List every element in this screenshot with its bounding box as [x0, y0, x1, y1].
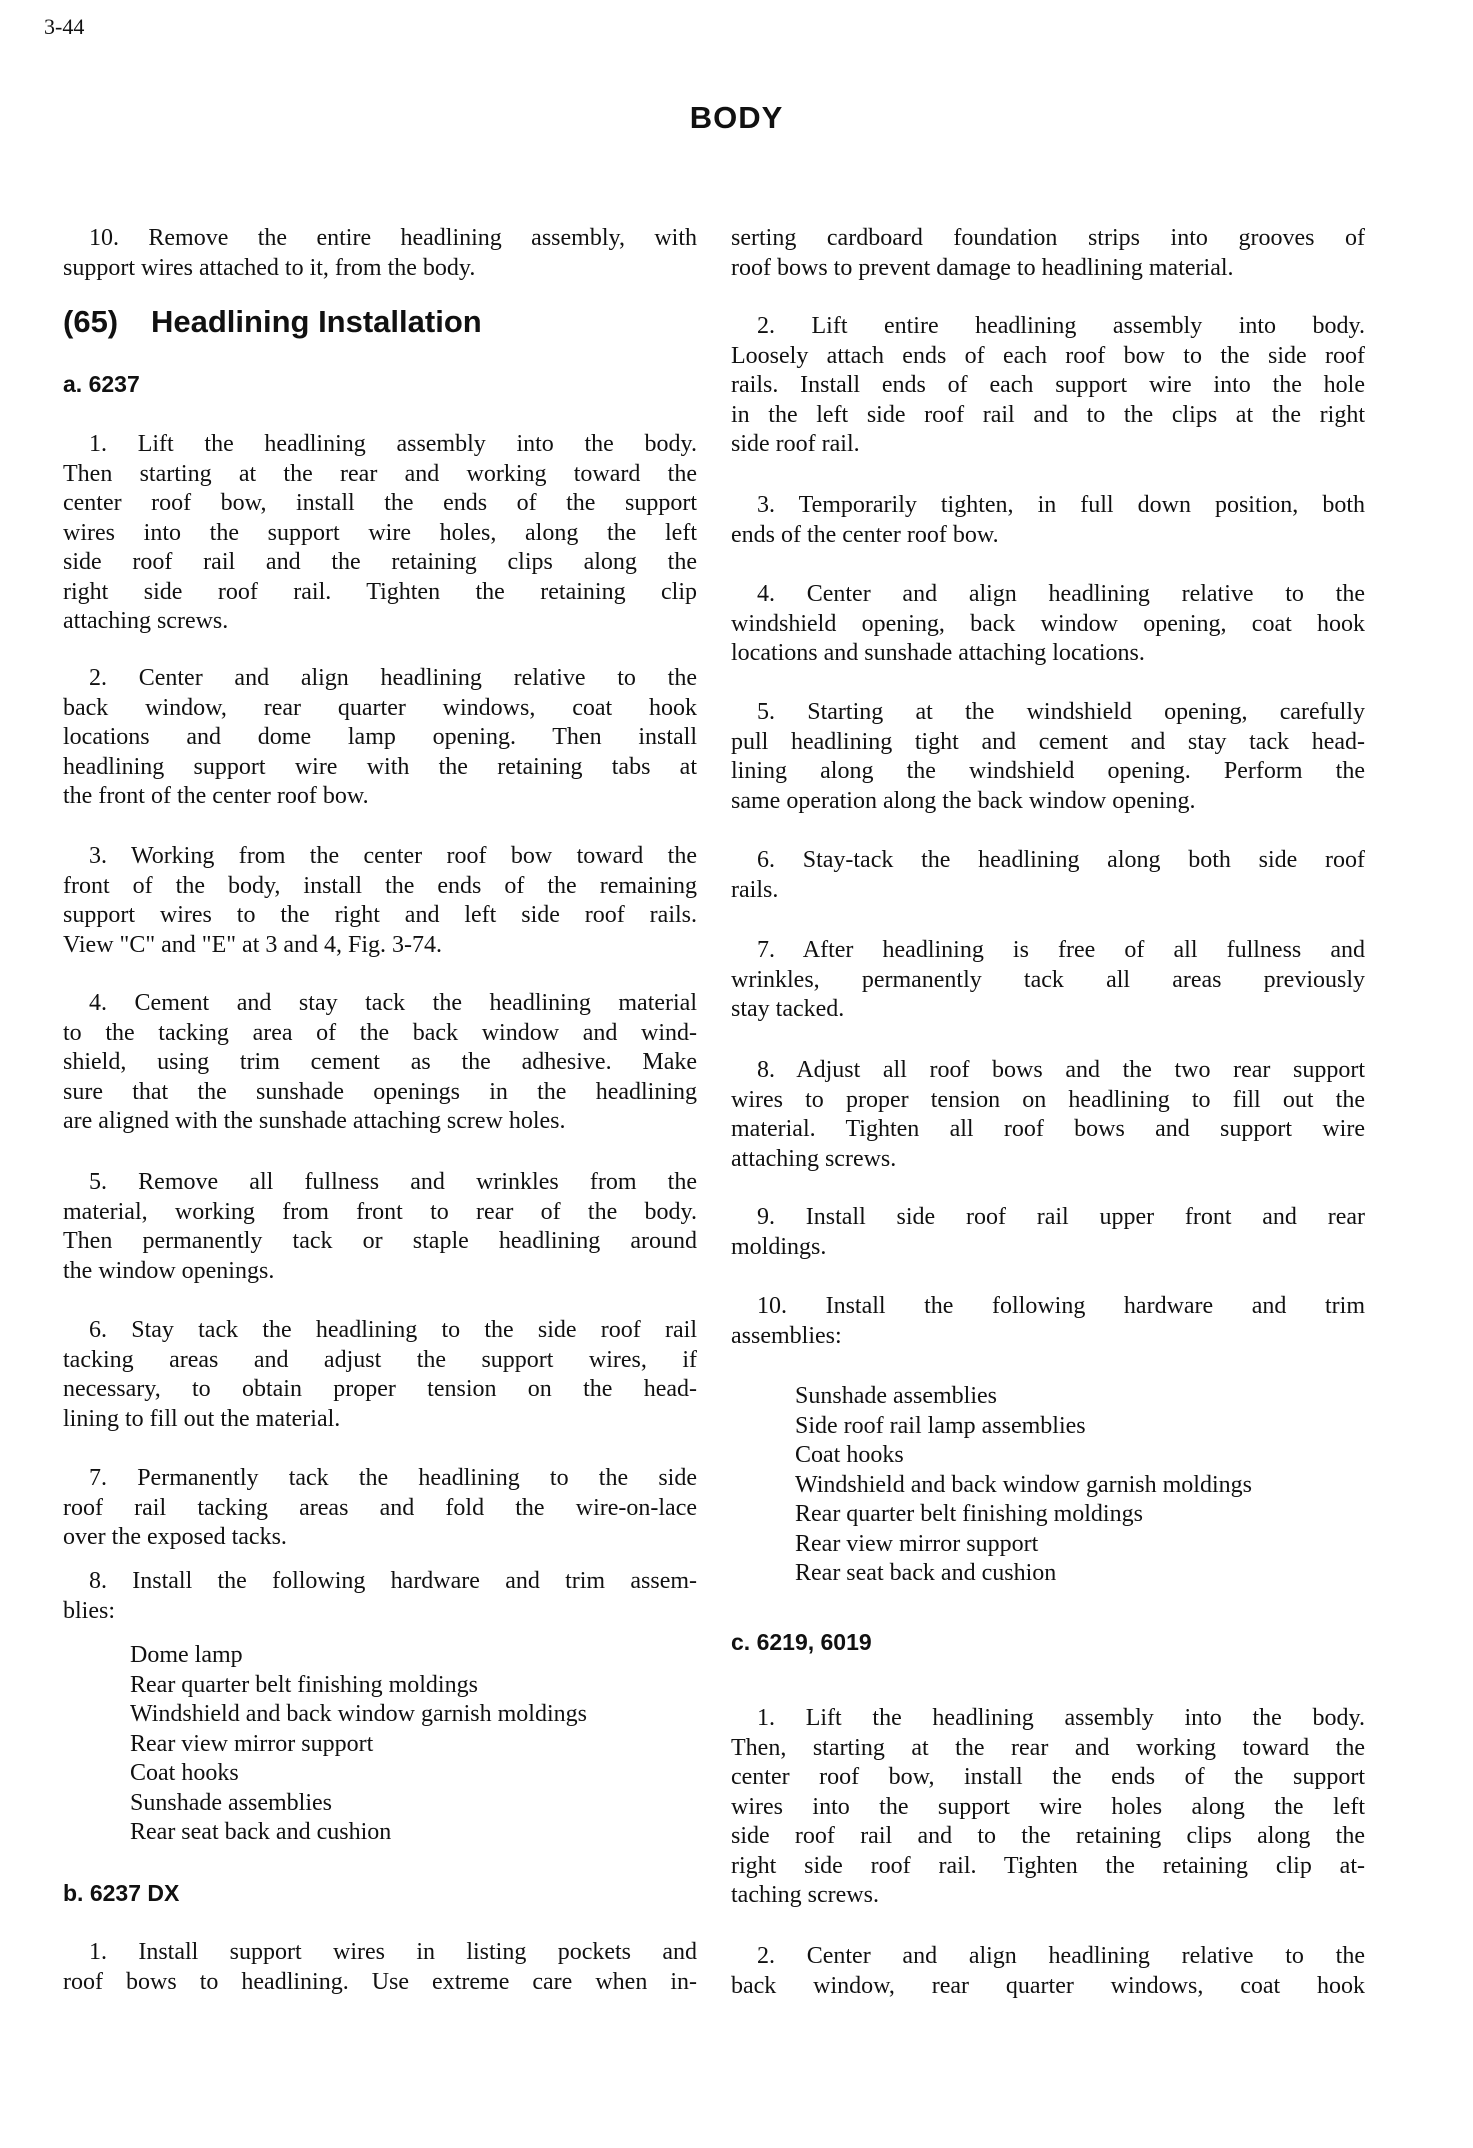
text-line: center roof bow, install the ends of the support [731, 1764, 1365, 1790]
page-number: 3-44 [44, 14, 85, 39]
list-item: Dome lamp [130, 1642, 243, 1668]
text-line: 2. Center and align headlining relative to the [89, 665, 697, 691]
text-line: material, working from front to rear of the body. [63, 1198, 697, 1225]
hardware-list-b [795, 1382, 1252, 1589]
text-line: center roof bow, install the ends of the support [63, 490, 697, 516]
text-line: front of the body, install the ends of the remaining [63, 872, 697, 899]
text-line: attaching screws. [731, 1145, 897, 1172]
paragraph-remove [63, 224, 697, 283]
step-c2 [731, 1942, 1365, 2001]
section-heading [63, 304, 482, 340]
subheading-b: b. 6237 DX [63, 1880, 180, 1906]
step-b10 [731, 1292, 1365, 1351]
text-line: 1. Lift the headlining assembly into the body. [89, 431, 697, 457]
text-line: back window, rear quarter windows, coat hook [731, 1972, 1365, 1999]
text-line: attaching screws. [63, 608, 229, 634]
text-line: 10. Remove the entire headlining assembly, with [89, 225, 697, 251]
subheading-c: c. 6219, 6019 [731, 1629, 872, 1655]
hardware-list-a [130, 1641, 587, 1848]
text-line: windshield opening, back window opening, coat hook [731, 610, 1365, 637]
text-line: the front of the center roof bow. [63, 783, 369, 809]
text-line: over the exposed tacks. [63, 1524, 287, 1550]
text-line: material. Tighten all roof bows and support wire [731, 1116, 1365, 1142]
text-line: 8. Install the following hardware and trim assem- [89, 1568, 697, 1594]
step-a6 [63, 1316, 697, 1434]
text-line: blies: [63, 1597, 115, 1624]
step-b3 [731, 491, 1365, 550]
text-line: ends of the center roof bow. [731, 521, 999, 548]
text-line: rails. Install ends of each support wire into the hole [731, 372, 1365, 398]
text-line: wires into the support wire holes, along the left [63, 519, 697, 546]
text-line: back window, rear quarter windows, coat hook [63, 694, 697, 721]
text-line: roof bows to prevent damage to headlining material. [731, 254, 1234, 281]
text-line: View "C" and "E" at 3 and 4, Fig. 3-74. [63, 931, 443, 958]
list-item: Side roof rail lamp assemblies [795, 1412, 1086, 1439]
text-line: 8. Adjust all roof bows and the two rear support [757, 1057, 1365, 1083]
text-line: wires to proper tension on headlining to fill out the [731, 1086, 1365, 1113]
step-a7 [63, 1464, 697, 1553]
text-line: pull headlining tight and cement and stay tack head- [731, 728, 1365, 755]
text-line: 6. Stay-tack the headlining along both side roof [757, 847, 1365, 873]
step-a2 [63, 664, 697, 812]
list-item: Coat hooks [130, 1760, 239, 1786]
text-line: Then permanently tack or staple headlining around [63, 1228, 697, 1254]
text-line: right side roof rail. Tighten the retaining clip at- [731, 1852, 1365, 1879]
text-line: 10. Install the following hardware and trim [757, 1293, 1365, 1319]
text-line: necessary, to obtain proper tension on the head- [63, 1376, 697, 1402]
step-a8 [63, 1567, 697, 1626]
subheading-a: a. 6237 [63, 371, 140, 397]
text-line: are aligned with the sunshade attaching screw holes. [63, 1108, 566, 1134]
step-b8 [731, 1056, 1365, 1174]
text-line: lining to fill out the material. [63, 1405, 341, 1432]
list-item: Rear view mirror support [795, 1530, 1039, 1557]
text-line: moldings. [731, 1233, 827, 1260]
list-item: Rear quarter belt finishing moldings [130, 1671, 478, 1698]
text-line: rails. [731, 876, 779, 903]
step-b7 [731, 936, 1365, 1025]
text-line: support wires attached to it, from the body. [63, 254, 476, 281]
text-line: in the left side roof rail and to the clips at the right [731, 401, 1365, 428]
text-line: 5. Starting at the windshield opening, carefully [757, 699, 1365, 725]
list-item: Rear seat back and cushion [795, 1560, 1057, 1586]
step-b6 [731, 846, 1365, 905]
text-line: 5. Remove all fullness and wrinkles from the [89, 1169, 697, 1195]
text-line: same operation along the back window opening. [731, 787, 1196, 814]
text-line: 2. Center and align headlining relative to the [757, 1943, 1365, 1969]
text-line: to the tacking area of the back window and wind- [63, 1019, 697, 1046]
text-line: Then, starting at the rear and working toward the [731, 1734, 1365, 1761]
text-line: 9. Install side roof rail upper front and rear [757, 1204, 1365, 1230]
list-item: Sunshade assemblies [130, 1789, 332, 1816]
step-b4 [731, 580, 1365, 669]
list-item: Windshield and back window garnish moldings [795, 1471, 1252, 1498]
text-line: 6. Stay tack the headlining to the side roof rail [89, 1317, 697, 1343]
list-item: Coat hooks [795, 1442, 904, 1468]
text-line: 7. After headlining is free of all fullness and [757, 937, 1365, 963]
step-b1-continued [731, 224, 1365, 283]
section-title: BODY [689, 100, 784, 135]
text-line: sure that the sunshade openings in the headlining [63, 1078, 697, 1105]
heading-number: (65) [63, 304, 119, 339]
text-line: roof bows to headlining. Use extreme care when in- [63, 1968, 697, 1995]
step-b5 [731, 698, 1365, 816]
list-item: Windshield and back window garnish moldings [130, 1701, 587, 1727]
text-line: shield, using trim cement as the adhesive. Make [63, 1049, 697, 1075]
text-line: 4. Cement and stay tack the headlining material [89, 990, 697, 1016]
text-line: Then starting at the rear and working toward the [63, 460, 697, 487]
text-line: 3. Temporarily tighten, in full down position, both [757, 492, 1365, 518]
text-line: Loosely attach ends of each roof bow to the side roof [731, 342, 1365, 369]
text-line: support wires to the right and left side roof rails. [63, 902, 697, 928]
list-item: Rear view mirror support [130, 1730, 374, 1757]
heading-title: Headlining Installation [151, 304, 482, 339]
step-b1 [63, 1938, 697, 1997]
text-line: serting cardboard foundation strips into grooves of [731, 225, 1365, 251]
text-line: right side roof rail. Tighten the retaining clip [63, 578, 697, 605]
text-line: taching screws. [731, 1882, 879, 1908]
text-line: 7. Permanently tack the headlining to the side [89, 1465, 697, 1491]
text-line: 3. Working from the center roof bow toward the [89, 843, 697, 869]
list-item: Sunshade assemblies [795, 1383, 997, 1409]
text-line: locations and sunshade attaching locations. [731, 640, 1145, 666]
text-line: the window openings. [63, 1257, 275, 1284]
text-line: 1. Lift the headlining assembly into the body. [757, 1705, 1365, 1731]
text-line: lining along the windshield opening. Perform the [731, 758, 1365, 784]
text-line: wires into the support wire holes along the left [731, 1793, 1365, 1820]
text-line: assemblies: [731, 1322, 842, 1349]
step-c1 [731, 1704, 1365, 1911]
text-line: stay tacked. [731, 996, 845, 1022]
text-line: wrinkles, permanently tack all areas previously [731, 966, 1365, 993]
text-line: 2. Lift entire headlining assembly into body. [757, 313, 1365, 339]
step-a5 [63, 1168, 697, 1286]
step-b9 [731, 1203, 1365, 1262]
text-line: tacking areas and adjust the support wires, if [63, 1346, 697, 1373]
list-item: Rear quarter belt finishing moldings [795, 1501, 1143, 1527]
step-b2 [731, 312, 1365, 460]
text-line: headlining support wire with the retaining tabs at [63, 753, 697, 780]
list-item: Rear seat back and cushion [130, 1819, 392, 1845]
text-line: 4. Center and align headlining relative to the [757, 581, 1365, 607]
text-line: roof rail tacking areas and fold the wire-on-lace [63, 1494, 697, 1521]
text-line: side roof rail. [731, 431, 860, 457]
text-line: side roof rail and to the retaining clips along the [731, 1823, 1365, 1849]
text-line: locations and dome lamp opening. Then install [63, 724, 697, 750]
step-a3 [63, 842, 697, 960]
step-a1 [63, 430, 697, 637]
text-line: 1. Install support wires in listing pockets and [89, 1939, 697, 1965]
step-a4 [63, 989, 697, 1137]
text-line: side roof rail and the retaining clips along the [63, 549, 697, 575]
